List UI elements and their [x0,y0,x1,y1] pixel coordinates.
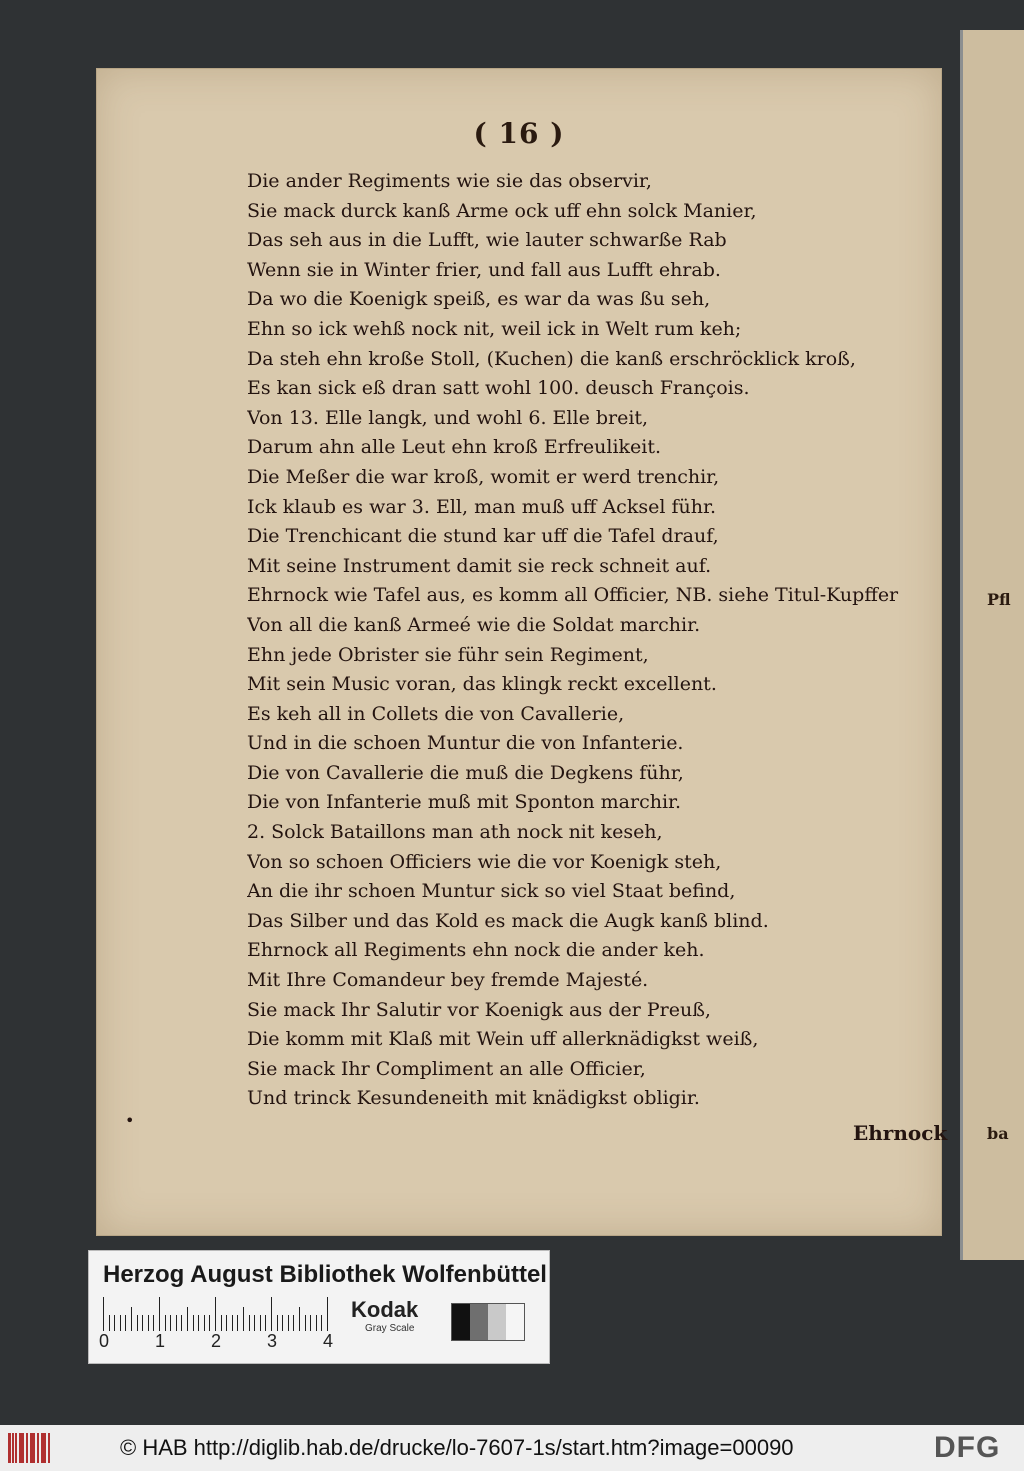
verse-line: Die von Infanterie muß mit Sponton marchir. [247,791,682,814]
kodak-brand: Kodak [351,1297,419,1322]
verse-line: Ehrnock wie Tafel aus, es komm all Officier, NB. siehe Titul-Kupffer [247,584,899,607]
ruler-tick [187,1307,188,1331]
verse-line: An die ihr schoen Muntur sick so viel Staat befind, [247,880,736,903]
ruler-tick [204,1315,205,1331]
ruler-tick [120,1315,121,1331]
verse-line: Darum ahn alle Leut ehn kroß Erfreulikeit. [247,436,662,459]
ruler-tick [260,1315,261,1331]
ruler-tick [254,1315,255,1331]
ruler-tick [232,1315,233,1331]
ruler-tick [165,1315,166,1331]
verse-line: Ehrnock all Regiments ehn nock die ander keh. [247,939,705,962]
gray-scale-label: Gray Scale [365,1323,415,1334]
facing-page-fragment: Pfl [987,590,1011,609]
ruler-tick [288,1315,289,1331]
ruler-tick [153,1315,154,1331]
verse-line: Sie mack Ihr Salutir vor Koenigk aus der Preuß, [247,998,711,1021]
ruler-tick [114,1315,115,1331]
verse-line: Und in die schoen Muntur die von Infanterie. [247,732,684,755]
verse-line: Mit seine Instrument damit sie reck schneit auf. [247,554,712,577]
verse-line: Das seh aus in die Lufft, wie lauter schwarße Rab [247,229,727,252]
verse-line: Von all die kanß Armeé wie die Soldat marchir. [247,613,701,636]
color-reference-card [88,1250,550,1364]
ruler-number: 3 [267,1331,278,1351]
verse-line: Sie mack Ihr Compliment an alle Officier, [247,1057,646,1080]
verse-line: Das Silber und das Kold es mack die Augk kanß blind. [247,909,769,932]
measurement-ruler [103,1295,343,1331]
facing-page-fragment: ba [987,1124,1009,1143]
ruler-number: 4 [323,1331,334,1351]
verse-line: 2. Solck Bataillons man ath nock nit keseh, [247,821,663,844]
ruler-tick [237,1315,238,1331]
verse-line: Von 13. Elle langk, und wohl 6. Elle breit, [247,406,649,429]
verse-line: Da steh ehn kroße Stoll, (Kuchen) die kanß erschröcklick kroß, [247,347,856,370]
verse-line: Wenn sie in Winter frier, und fall aus Lufft ehrab. [247,258,721,281]
ruler-tick [181,1315,182,1331]
verse-line: Ick klaub es war 3. Ell, man muß uff Acksel führ. [247,495,716,518]
ruler-tick [265,1315,266,1331]
ruler-tick [170,1315,171,1331]
dfg-logo: DFG [934,1431,1001,1464]
verse-line: Ehn so ick wehß nock nit, weil ick in Welt rum keh; [247,317,742,340]
ruler-tick [125,1315,126,1331]
ruler-tick [282,1315,283,1331]
ruler-tick [176,1315,177,1331]
margin-mark: • [125,1111,135,1130]
gray-swatch [452,1304,470,1340]
verse-line: Die Meßer die war kroß, womit er werd trenchir, [247,465,720,488]
ruler-number: 2 [211,1331,222,1351]
ruler-tick [249,1315,250,1331]
copyright-url[interactable]: © HAB http://diglib.hab.de/drucke/lo-7607-1s/start.htm?image=00090 [120,1435,794,1460]
verse-line: Die Trenchicant die stund kar uff die Tafel drauf, [247,525,719,548]
ruler-tick [109,1315,110,1331]
barcode-icon [8,1433,50,1463]
ruler-tick [103,1297,104,1331]
ruler-tick [215,1297,216,1331]
gray-swatch [488,1304,506,1340]
gray-swatches [451,1303,525,1341]
verse-line: Mit Ihre Comandeur bey fremde Majesté. [247,969,649,992]
ruler-tick [277,1315,278,1331]
verse-line: Von so schoen Officiers wie die vor Koenigk steh, [247,850,722,873]
ruler-tick [137,1315,138,1331]
ruler-tick [209,1315,210,1331]
ruler-tick [316,1315,317,1331]
ruler-tick [142,1315,143,1331]
viewer-footer [0,1425,1024,1471]
verse-line: Sie mack durck kanß Arme ock uff ehn solck Manier, [247,199,757,222]
verse-line: Die komm mit Klaß mit Wein uff allerknädigkst weiß, [247,1028,759,1051]
catchword: Ehrnock [853,1121,948,1145]
ruler-number: 1 [155,1331,166,1351]
ruler-tick [327,1297,328,1331]
library-label: Herzog August Bibliothek Wolfenbüttel [103,1261,547,1288]
verse-line: Die ander Regiments wie sie das observir, [247,170,652,192]
verse-line: Es keh all in Collets die von Cavallerie, [247,702,625,725]
ruler-tick [310,1315,311,1331]
ruler-tick [198,1315,199,1331]
ruler-tick [226,1315,227,1331]
gray-swatch [506,1304,524,1340]
ruler-tick [159,1297,160,1331]
ruler-tick [193,1315,194,1331]
ruler-tick [271,1297,272,1331]
ruler-tick [221,1315,222,1331]
verse-line: Ehn jede Obrister sie führ sein Regiment, [247,643,649,666]
ruler-tick [321,1315,322,1331]
ruler-tick [305,1315,306,1331]
ruler-tick [243,1307,244,1331]
verse-line: Und trinck Kesundeneith mit knädigkst obligir. [247,1087,700,1110]
book-page [96,68,948,1236]
verse-line: Mit sein Music voran, das klingk reckt excellent. [247,673,717,696]
verse-line: Da wo die Koenigk speiß, es war da was ßu seh, [247,288,711,311]
page-number-header: ( 16 ) [473,117,565,150]
ruler-tick [131,1307,132,1331]
verse-text-block [247,167,937,1114]
ruler-number: 0 [99,1331,110,1351]
gray-swatch [470,1304,488,1340]
ruler-tick [299,1307,300,1331]
ruler-tick [148,1315,149,1331]
ruler-tick [293,1315,294,1331]
facing-page-edge [960,30,1024,1260]
verse-line: Es kan sick eß dran satt wohl 100. deusch François. [247,377,750,400]
verse-line: Die von Cavallerie die muß die Degkens führ, [247,761,684,784]
